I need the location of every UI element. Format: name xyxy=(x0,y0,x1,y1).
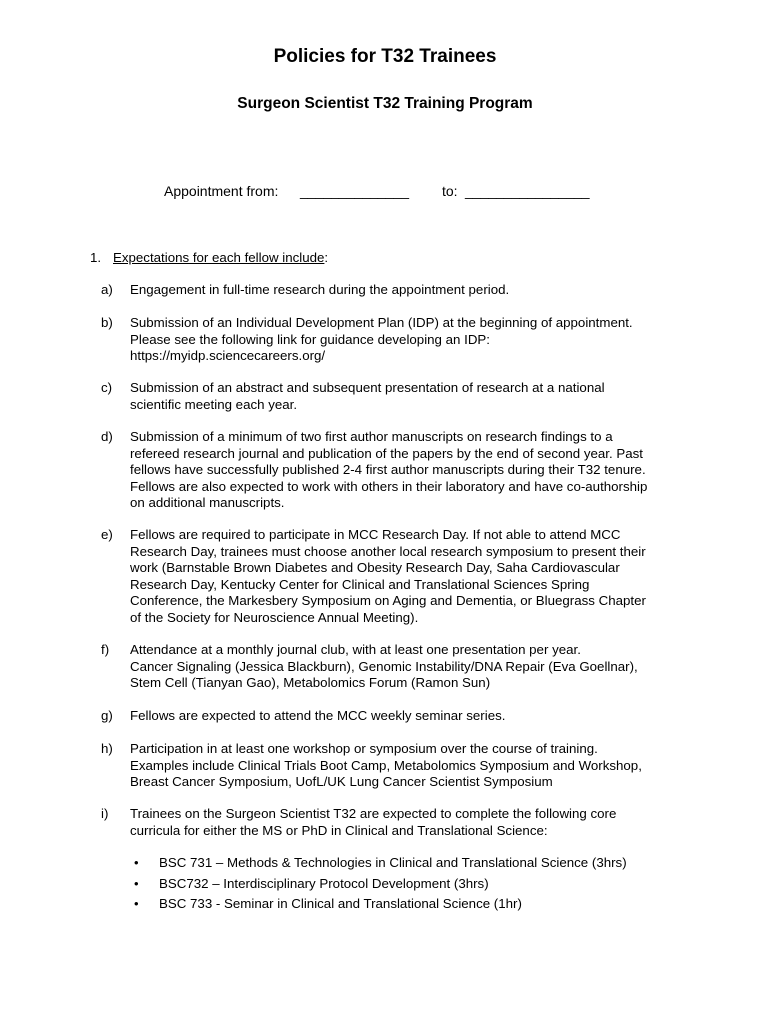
item-line: on additional manuscripts. xyxy=(130,495,285,511)
item-line: refereed research journal and publication of the papers by the end of second year. Past xyxy=(130,445,644,461)
item-line: Cancer Signaling (Jessica Blackburn), Genomic Instability/DNA Repair (Eva Goellnar), xyxy=(130,658,638,674)
item-line: Attendance at a monthly journal club, with at least one presentation per year. xyxy=(130,642,581,657)
item-marker: b) xyxy=(101,315,113,330)
item-line: Submission of an Individual Development Plan (IDP) at the beginning of appointment. xyxy=(130,315,633,330)
appointment-from-label: Appointment from: xyxy=(164,183,279,199)
item-line: Please see the following link for guidance developing an IDP: xyxy=(130,331,490,347)
item-line: Stem Cell (Tianyan Gao), Metabolomics Forum (Ramon Sun) xyxy=(130,675,491,691)
item-line: work (Barnstable Brown Diabetes and Obesity Research Day, Saha Cardiovascular xyxy=(130,560,620,576)
list-item xyxy=(130,708,690,725)
appointment-to-label: to: xyxy=(442,183,458,199)
list-item xyxy=(130,642,690,692)
appointment-from-blank: ______________ xyxy=(300,183,410,199)
course-item: BSC732 – Interdisciplinary Protocol Development (3hrs) xyxy=(159,876,489,891)
list-item xyxy=(130,429,690,512)
course-item: BSC 733 - Seminar in Clinical and Translational Science (1hr) xyxy=(159,896,522,911)
item-line: Participation in at least one workshop or symposium over the course of training. xyxy=(130,741,598,756)
item-marker: g) xyxy=(101,708,113,723)
item-marker: h) xyxy=(101,741,113,756)
item-marker: c) xyxy=(101,380,113,395)
item-marker: i) xyxy=(101,806,109,821)
item-marker: d) xyxy=(101,429,113,444)
item-line: Submission of a minimum of two first author manuscripts on research findings to a xyxy=(130,429,613,444)
item-line: fellows have successfully published 2-4 first author manuscripts during their T32 tenure. xyxy=(130,462,646,478)
item-line: Conference, the Markesbery Symposium on Aging and Dementia, or Bluegrass Chapter xyxy=(130,593,646,609)
page-subtitle: Surgeon Scientist T32 Training Program xyxy=(237,95,533,112)
item-line: Fellows are expected to attend the MCC weekly seminar series. xyxy=(130,708,506,723)
item-line: Fellows are required to participate in MCC Research Day. If not able to attend MCC xyxy=(130,527,621,542)
item-marker: a) xyxy=(101,282,113,297)
item-line: Fellows are also expected to work with others in their laboratory and have co-authorship xyxy=(130,478,648,494)
list-item xyxy=(130,315,690,365)
list-item xyxy=(130,380,690,413)
idp-link[interactable]: https://myidp.sciencecareers.org/ xyxy=(130,348,326,364)
item-line: of the Society for Neuroscience Annual Meeting). xyxy=(130,609,419,625)
course-item: BSC 731 – Methods & Technologies in Clinical and Translational Science (3hrs) xyxy=(159,855,627,870)
list-item xyxy=(130,282,690,299)
bullet-icon: • xyxy=(134,855,139,870)
item-marker: f) xyxy=(101,642,110,657)
item-line: Trainees on the Surgeon Scientist T32 are expected to complete the following core xyxy=(130,806,617,821)
item-line: Submission of an abstract and subsequent presentation of research at a national xyxy=(130,380,605,395)
appointment-to-blank: ________________ xyxy=(465,183,590,199)
list-item xyxy=(130,741,690,791)
item-line: scientific meeting each year. xyxy=(130,396,298,412)
item-line: Engagement in full-time research during the appointment period. xyxy=(130,282,510,297)
item-marker: e) xyxy=(101,527,113,542)
bullet-icon: • xyxy=(134,896,139,911)
item-line: Examples include Clinical Trials Boot Camp, Metabolomics Symposium and Workshop, xyxy=(130,757,642,773)
list-item xyxy=(130,527,690,627)
section-heading-text: Expectations for each fellow include xyxy=(113,250,325,265)
item-line: Research Day, Kentucky Center for Clinical and Translational Sciences Spring xyxy=(130,576,590,592)
item-line: curricula for either the MS or PhD in Clinical and Translational Science: xyxy=(130,822,548,838)
section-heading xyxy=(113,250,328,267)
item-line: Breast Cancer Symposium, UofL/UK Lung Cancer Scientist Symposium xyxy=(130,774,553,790)
list-item xyxy=(130,806,690,839)
section-heading-colon: : xyxy=(324,250,329,265)
section-number: 1. xyxy=(90,250,102,265)
bullet-icon: • xyxy=(134,876,139,891)
item-line: Research Day, trainees must choose another local research symposium to present their xyxy=(130,543,646,559)
page-title: Policies for T32 Trainees xyxy=(273,46,497,67)
